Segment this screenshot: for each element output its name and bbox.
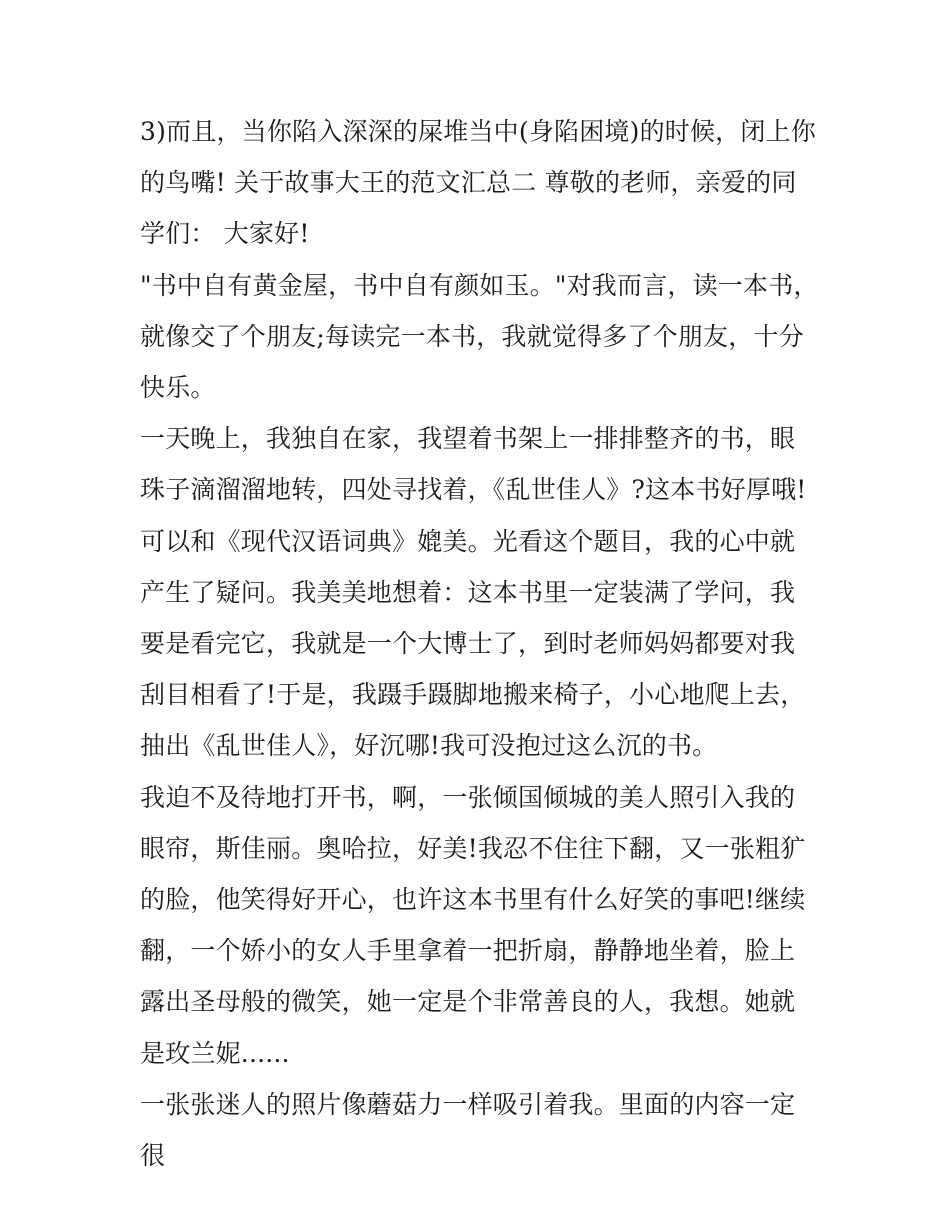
document-body (140, 106, 820, 1181)
paragraph-5: 一张张迷人的照片像蘑菇力一样吸引着我。里面的内容一定很 (140, 1089, 796, 1171)
paragraph-4: 我迫不及待地打开书，啊，一张倾国倾城的美人照引入我的眼帘，斯佳丽。奥哈拉，好美!我忍不住往下翻，又一张粗犷的脸，他笑得好开心，也许这本书里有什么好笑的事吧!继续翻，一个娇小的女人手里拿着一把折扇，静静地坐着，脸上露出圣母般的微笑，她一定是个非常善良的人，我想。她就是玫兰妮...... (140, 782, 806, 1068)
paragraph-2: "书中自有黄金屋，书中自有颜如玉。"对我而言，读一本书，就像交了个朋友;每读完一本书，我就觉得多了个朋友，十分快乐。 (140, 270, 819, 403)
paragraph-1: 3)而且，当你陷入深深的屎堆当中(身陷困境)的时候，闭上你的鸟嘴! 关于故事大王的范文汇总二 尊敬的老师，亲爱的同学们： 大家好! (140, 117, 816, 249)
paragraph-3: 一天晚上，我独自在家，我望着书架上一排排整齐的书，眼珠子滴溜溜地转，四处寻找着，《乱世佳人》?这本书好厚哦!可以和《现代汉语词典》媲美。光看这个题目，我的心中就产生了疑问。我美美地想着：这本书里一定装满了学问，我要是看完它，我就是一个大博士了，到时老师妈妈都要对我刮目相看了!于是，我蹑手蹑脚地搬来椅子，小心地爬上去，抽出《乱世佳人》，好沉哪!我可没抱过这么沉的书。 (140, 424, 807, 761)
